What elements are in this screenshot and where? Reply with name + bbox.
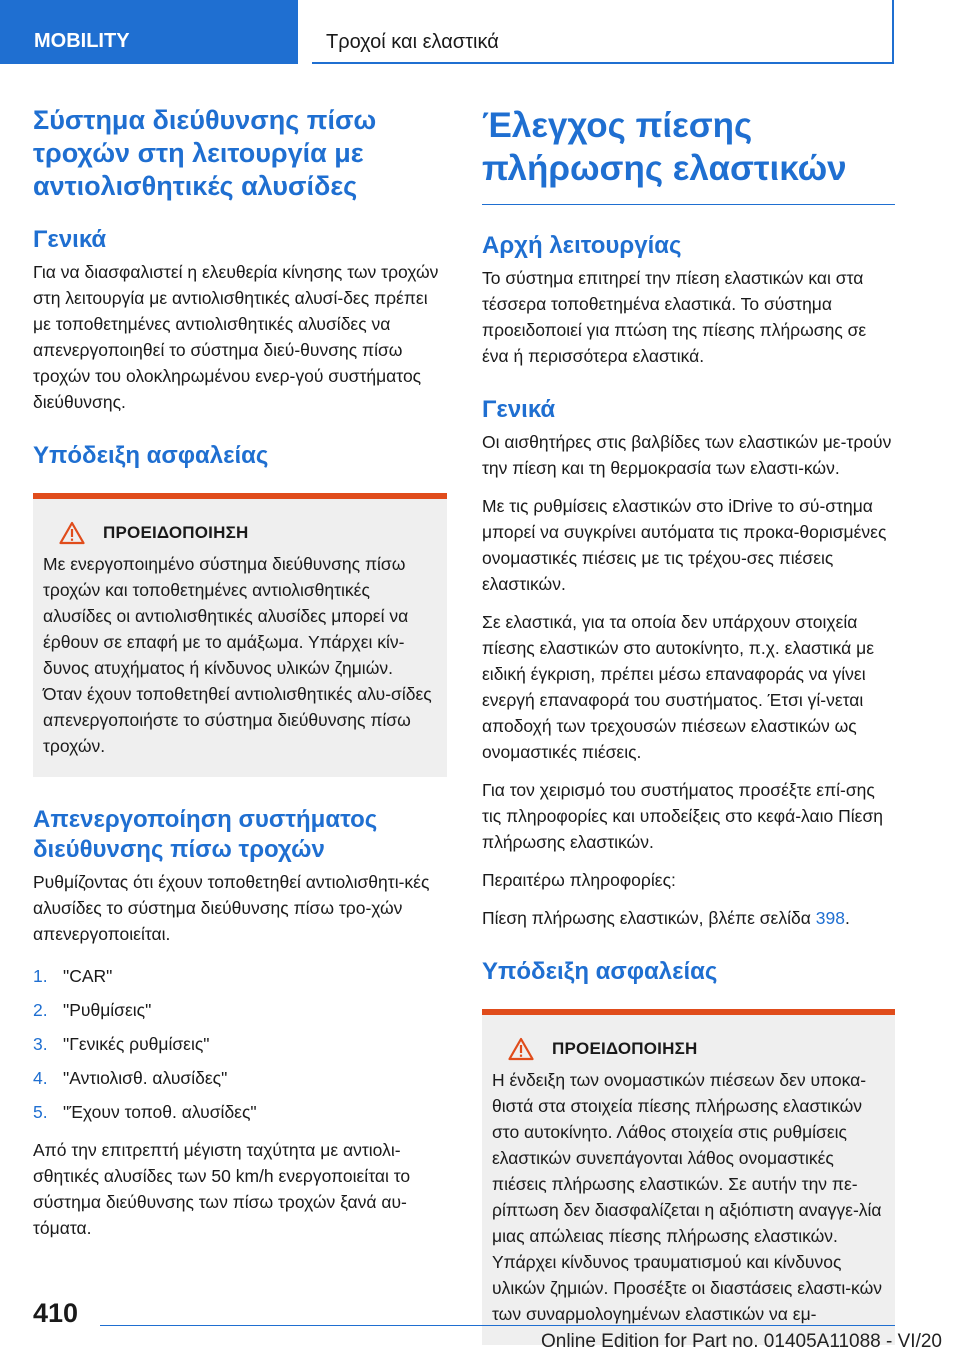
page-header	[0, 0, 960, 64]
left-warning-label: ΠΡΟΕΙΔΟΠΟΙΗΣΗ	[103, 523, 249, 542]
right-general-p1: Οι αισθητήρες στις βαλβίδες των ελαστικών με-τρούν την πίεση και τη θερμοκρασία των ελαστι-κών.	[482, 432, 892, 478]
reference-text: Πίεση πλήρωσης ελαστικών, βλέπε σελίδα	[482, 908, 816, 928]
left-general-heading: Γενικά	[33, 226, 107, 253]
step-text: "CAR"	[63, 966, 113, 986]
right-general-p4: Για τον χειρισμό του συστήματος προσέξτε επί-σης τις πληροφορίες και υποδείξεις στο κεφά-λαιο Πίεση πλήρωσης ελαστικών.	[482, 780, 883, 852]
right-warning-box	[482, 1009, 895, 1345]
right-reference	[482, 905, 895, 931]
right-warning-head	[492, 1037, 883, 1061]
step-text: "Ρυθμίσεις"	[63, 1000, 152, 1020]
right-general-p3: Σε ελαστικά, για τα οποία δεν υπάρχουν στοιχεία πίεσης ελαστικών στο αυτοκίνητο, π.χ. ελαστικά με ειδική έγκριση, πρέπει μέσω επαναφοράς να γίνει ενεργή επαναφορά του συστήματος. Έτσι γί-νεται αποδοχή των τρεχουσών πιέσεων ελαστικών ως ονομαστικές πιέσεις.	[482, 612, 875, 762]
reference-end: .	[844, 908, 850, 928]
right-warning-label: ΠΡΟΕΙΔΟΠΟΙΗΣΗ	[552, 1039, 698, 1058]
left-closing-text: Από την επιτρεπτή μέγιστη ταχύτητα με αντιολι-σθητικές αλυσίδες των 50 km/h ενεργοποιείται το σύστημα διεύθυνσης των πίσω τροχών ξανά αυ-τόματα.	[33, 1140, 411, 1238]
warning-triangle-icon	[59, 521, 85, 545]
list-item	[33, 993, 447, 1027]
chapter-title: Τροχοί και ελαστικά	[312, 0, 894, 64]
step-text: "Γενικές ρυθμίσεις"	[63, 1034, 210, 1054]
right-warning-text: Η ένδειξη των ονομαστικών πιέσεων δεν υποκα-θιστά στα στοιχεία πίεσης πλήρωσης ελαστικών στο αυτοκίνητο. Λάθος στοιχεία στις ρυθμίσεις ελαστικών συνεπάγονται λάθος ονομαστικές πιέσεις πλήρωσης ελαστικών. Σε αυτήν την πε-ρίπτωση δεν διασφαλίζεται η αξιόπιστη αναγγε-λία μιας απώλειας πίεσης πλήρωσης ελαστικών. Υπάρχει κίνδυνος τραυματισμού και κίνδυνος υλικών ζημιών. Προσέξτε οι διαστάσεις ελαστι-κών των συναρμολογημένων ελαστικών να εμ-	[492, 1070, 882, 1324]
list-item	[33, 1027, 447, 1061]
list-item	[33, 959, 447, 993]
list-item	[33, 1095, 447, 1129]
right-principle-text: Το σύστημα επιτηρεί την πίεση ελαστικών και στα τέσσερα τοποθετημένα ελαστικά. Το σύστημα προειδοποιεί για πτώση της πίεσης πλήρωσης σε ένα ή περισσότερα ελαστικά.	[482, 268, 867, 366]
right-safety-heading: Υπόδειξη ασφαλείας	[482, 958, 718, 985]
list-item	[33, 1061, 447, 1095]
edition-note: Online Edition for Part no. 01405A11088 - VI/20	[540, 1331, 942, 1352]
step-number: 3.	[33, 1034, 48, 1054]
step-number: 2.	[33, 1000, 48, 1020]
right-principle-heading: Αρχή λειτουργίας	[482, 232, 682, 259]
left-deactivate-text: Ρυθμίζοντας ότι έχουν τοποθετηθεί αντιολισθητι-κές αλυσίδες το σύστημα διεύθυνσης πίσω τρο-χών απενεργοποιείται.	[33, 872, 430, 944]
right-column	[482, 104, 895, 1345]
page-number: 410	[33, 1298, 79, 1328]
step-number: 4.	[33, 1068, 48, 1088]
left-general-text: Για να διασφαλιστεί η ελευθερία κίνησης των τροχών στη λειτουργία με αντιολισθητικές αλυσί-δες πρέπει με τοποθετημένες αντιολισθητικές αλυσίδες να απενεργοποιηθεί το σύστημα διεύ-θυνσης πίσω τροχών του ολοκληρωμένου ενερ-γού συστήματος διεύθυνσης.	[33, 262, 439, 412]
right-general-heading: Γενικά	[482, 396, 556, 423]
right-section-title: Έλεγχος πίεσης πλήρωσης ελαστικών	[482, 104, 895, 205]
steps-list	[33, 959, 447, 1129]
section-tab: MOBILITY	[0, 0, 298, 64]
left-warning-box	[33, 493, 447, 777]
left-column	[33, 104, 447, 1253]
left-deactivate-heading: Απενεργοποίηση συστήματος διεύθυνσης πίσω τροχών	[33, 806, 378, 863]
right-general-p2: Με τις ρυθμίσεις ελαστικών στο iDrive το σύ-στημα μπορεί να συγκρίνει αυτόματα τις προκα-θορισμένες ονομαστικές πιέσεις με τις τρέχου-σες πιέσεις ελαστικών.	[482, 496, 887, 594]
step-text: "Έχουν τοποθ. αλυσίδες"	[63, 1102, 257, 1122]
left-warning-head	[43, 521, 435, 545]
step-text: "Αντιολισθ. αλυσίδες"	[63, 1068, 228, 1088]
footer-divider	[100, 1325, 895, 1326]
step-number: 1.	[33, 966, 48, 986]
warning-triangle-icon	[508, 1037, 534, 1061]
left-safety-heading: Υπόδειξη ασφαλείας	[33, 442, 269, 469]
left-section-title: Σύστημα διεύθυνσης πίσω τροχών στη λειτουργία με αντιολισθητικές αλυσίδες	[33, 105, 377, 201]
page-reference-link[interactable]: 398	[815, 908, 845, 928]
left-warning-text: Με ενεργοποιημένο σύστημα διεύθυνσης πίσω τροχών και τοποθετημένες αντιολισθητικές αλυσίδες οι αντιολισθητικές αλυσίδες μπορεί να έρθουν σε επαφή με το αμάξωμα. Υπάρχει κίν-δυνος ατυχήματος ή κίνδυνος υλικών ζημιών. Όταν έχουν τοποθετηθεί αντιολισθητικές αλυ-σίδες απενεργοποιήστε το σύστημα διεύθυνσης πίσω τροχών.	[43, 554, 432, 756]
right-more-info: Περαιτέρω πληροφορίες:	[482, 870, 676, 890]
step-number: 5.	[33, 1102, 48, 1122]
